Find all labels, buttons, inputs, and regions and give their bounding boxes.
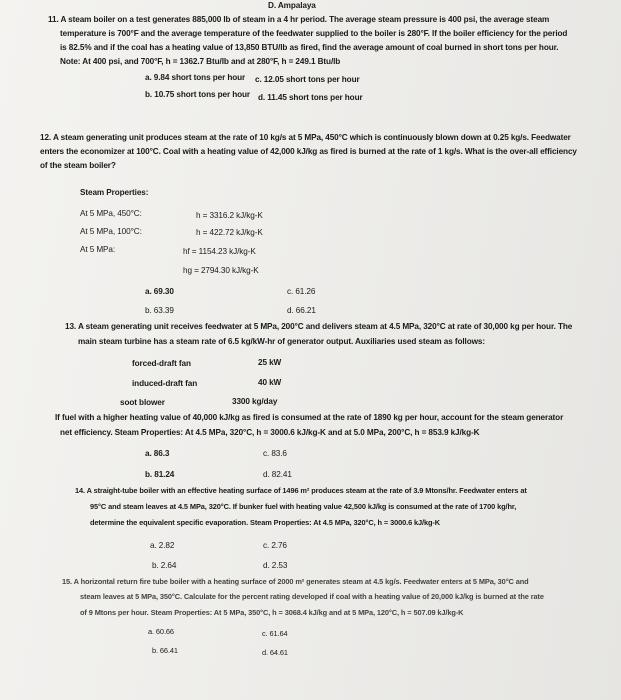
q12-choice-b: b. 63.39 xyxy=(145,306,174,315)
q14-line-1: 14. A straight-tube boiler with an effective heating surface of 1496 m² produces steam at the rate of 3.9 Mtons/hr. Feedwater enters at xyxy=(75,486,527,495)
q12-line-1: 12. A steam generating unit produces steam at the rate of 10 kg/s at 5 MPa, 450°C which is continuously blown down at 0.25 kg/s. Feedwater xyxy=(40,133,571,142)
q12-choice-a: a. 69.30 xyxy=(145,287,174,296)
q11-choice-d: d. 11.45 short tons per hour xyxy=(258,93,363,102)
q12-choice-c: c. 61.26 xyxy=(287,287,316,296)
q15-line-2: steam leaves at 5 MPa, 350°C. Calculate for the percent rating developed if coal with a heating value of 20,000 kJ/kg is burned at the rate xyxy=(80,592,544,601)
q13-line-4: net efficiency. Steam Properties: At 4.5 MPa, 320°C, h = 3000.6 kJ/kg-K and at 5.0 MPa, 200°C, h = 853.9 kJ/kg-K xyxy=(60,428,480,437)
q14-choice-c: c. 2.76 xyxy=(263,541,287,550)
q12-line-3: of the steam boiler? xyxy=(40,161,116,170)
q12-prop-3-label: At 5 MPa: xyxy=(80,245,116,254)
q13-line-3: If fuel with a higher heating value of 40,000 kJ/kg as fired is consumed at the rate of 1890 kg per hour, account for the steam generator xyxy=(55,413,564,422)
q11-line-1: 11. A steam boiler on a test generates 885,000 lb of steam in a 4 hr period. The average steam pressure is 400 psi, the average steam xyxy=(48,15,550,24)
q15-choice-b: b. 66.41 xyxy=(152,646,178,655)
q13-aux-1-label: forced-draft fan xyxy=(132,359,191,368)
q11-line-2: temperature is 700°F and the average temperature of the feedwater supplied to the boiler is 280°F. If the boiler efficiency for the period xyxy=(60,29,568,38)
q15-choice-d: d. 64.61 xyxy=(262,648,288,657)
q14-choice-a: a. 2.82 xyxy=(150,541,175,550)
q15-line-1: 15. A horizontal return fire tube boiler with a heating surface of 2000 m² generates steam at 4.5 kg/s. Feedwater enters at 5 MPa, 30°C and xyxy=(62,577,529,586)
q12-prop-4-value: hg = 2794.30 kJ/kg-K xyxy=(183,266,259,275)
q13-line-2: main steam turbine has a steam rate of 6.5 kg/kW-hr of generator output. Auxiliaries used steam as follows: xyxy=(78,337,485,346)
q12-prop-2-value: h = 422.72 kJ/kg-K xyxy=(196,228,263,237)
q13-aux-2-value: 40 kW xyxy=(258,378,282,387)
q12-prop-2-label: At 5 MPa, 100°C: xyxy=(80,227,142,236)
q12-line-2: enters the economizer at 100°C. Coal with a heating value of 42,000 kJ/kg as fired is burned at the rate of 1 kg/s. What is the over-all efficiency xyxy=(40,147,577,156)
q13-choice-d: d. 82.41 xyxy=(263,470,292,479)
q14-choice-d: d. 2.53 xyxy=(263,561,288,570)
q12-prop-1-value: h = 3316.2 kJ/kg-K xyxy=(196,211,263,220)
q11-choice-b: b. 10.75 short tons per hour xyxy=(145,90,251,99)
q15-choice-a: a. 60.66 xyxy=(148,627,174,636)
q12-prop-1-label: At 5 MPa, 450°C: xyxy=(80,209,142,218)
header-name: D. Ampalaya xyxy=(268,1,316,10)
q14-line-2: 95°C and steam leaves at 4.5 MPa, 320°C. If bunker fuel with heating value 42,500 kJ/kg is consumed at the rate of 1700 kg/hr, xyxy=(90,502,517,511)
q13-choice-b: b. 81.24 xyxy=(145,470,175,479)
q14-choice-b: b. 2.64 xyxy=(152,561,177,570)
q13-choice-c: c. 83.6 xyxy=(263,449,287,458)
q14-line-3: determine the equivalent specific evaporation. Steam Properties: At 4.5 MPa, 320°C, h = 3000.6 kJ/kg-K xyxy=(90,518,441,527)
q15-line-3: of 9 Mtons per hour. Steam Properties: At 5 MPa, 350°C, h = 3068.4 kJ/kg and at 5 MPa, 120°C, h = 507.09 kJ/kg-K xyxy=(80,608,464,617)
q11-choice-c: c. 12.05 short tons per hour xyxy=(255,75,360,84)
q11-line-3: is 82.5% and if the coal has a heating value of 13,850 BTU/lb as fired, find the average amount of coal burned in short tons per hour. xyxy=(60,43,559,52)
q11-line-4: Note: At 400 psi, and 700°F, h = 1362.7 Btu/lb and at 280°F, h = 249.1 Btu/lb xyxy=(60,57,341,66)
q12-choice-d: d. 66.21 xyxy=(287,306,316,315)
q11-choice-a: a. 9.84 short tons per hour xyxy=(145,73,246,82)
q12-steam-properties-title: Steam Properties: xyxy=(80,188,149,197)
q13-aux-1-value: 25 kW xyxy=(258,358,282,367)
q13-choice-a: a. 86.3 xyxy=(145,449,170,458)
q13-aux-3-value: 3300 kg/day xyxy=(232,397,278,406)
q13-aux-3-label: soot blower xyxy=(120,398,165,407)
q15-choice-c: c. 61.64 xyxy=(262,629,288,638)
q12-prop-3-value: hf = 1154.23 kJ/kg-K xyxy=(183,247,256,256)
q13-line-1: 13. A steam generating unit receives feedwater at 5 MPa, 200°C and delivers steam at 4.5 MPa, 320°C at rate of 30,000 kg per hour. The xyxy=(65,322,573,331)
q13-aux-2-label: induced-draft fan xyxy=(132,379,198,388)
